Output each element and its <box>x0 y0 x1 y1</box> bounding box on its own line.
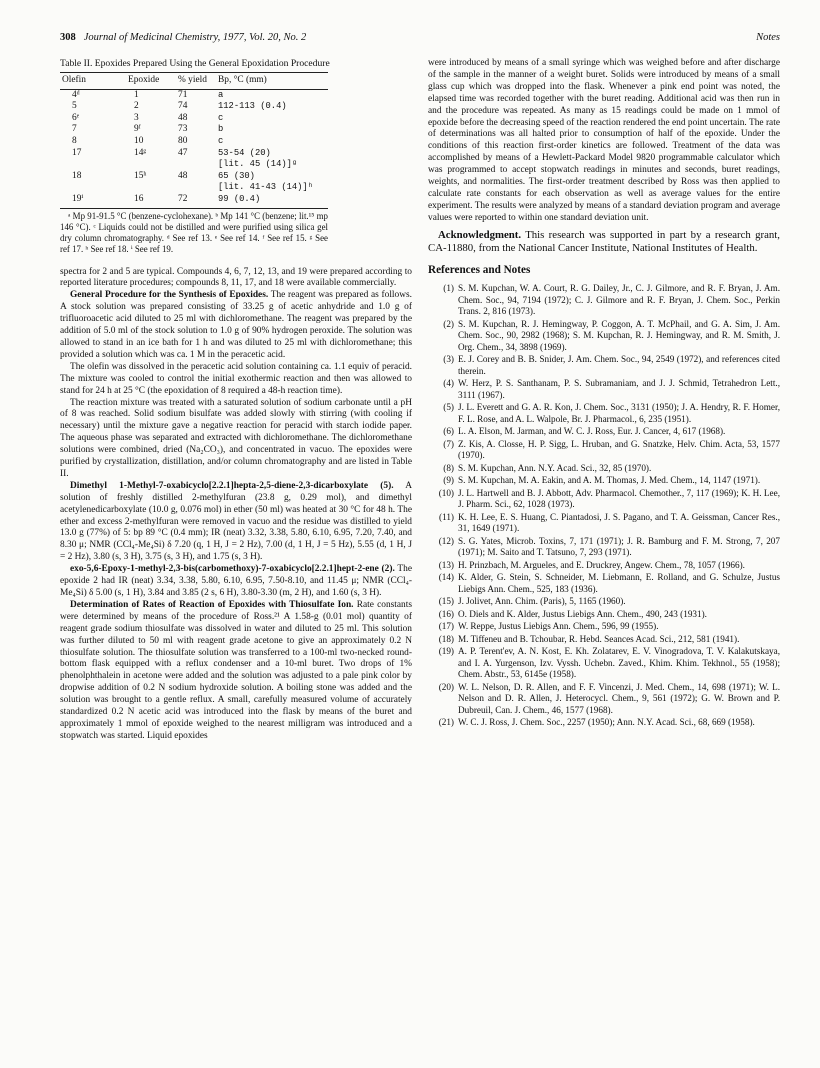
table-header-row <box>60 73 328 90</box>
right-column <box>428 58 780 730</box>
paragraph: The olefin was dissolved in the peracetic acid solution containing ca. 1.1 equiv of peracid. The mixture was cooled to control the initial exothermic reaction and then was allowed to stand for 24 h at 25 °C (the epoxidation of 8 required a 48-h reaction time). <box>60 361 412 396</box>
journal-citation: Journal of Medicinal Chemistry, 1977, Vol. 20, No. 2 <box>83 32 307 43</box>
table-bottom-rule <box>60 208 328 209</box>
col-yield: % yield <box>176 73 216 90</box>
reference-item: (19) A. P. Terent'ev, A. N. Kost, E. Kh. Zolatarev, E. V. Vinogradova, T. V. Kalakutskaya, and I. A. Yurgenson, Izv. Vyssh. Uchebn. Zaved., Khim. Khim. Tekhnol., 55 (1958); Chem. Abstr., 53, 6145e (1958). <box>438 646 780 679</box>
reference-item: (8) S. M. Kupchan, Ann. N.Y. Acad. Sci., 32, 85 (1970). <box>443 462 652 473</box>
reference-item: (9) S. M. Kupchan, M. A. Eakin, and A. M. Thomas, J. Med. Chem., 14, 1147 (1971). <box>443 475 761 485</box>
table-row: [lit. 45 (14)]ᵍ <box>218 159 298 170</box>
table-row: 18 15ʰ 48 65 (30) <box>72 170 255 181</box>
table-row: 4ᵈ 1 71 a <box>72 89 224 100</box>
paragraph: spectra for 2 and 5 are typical. Compounds 4, 6, 7, 12, 13, and 19 were prepared according to reported literature procedures; compounds 8, 11, 17, and 18 were available commercially. <box>60 266 412 289</box>
acknowledgment-heading: Acknowledgment. <box>438 228 522 241</box>
reference-item: (1) S. M. Kupchan, W. A. Court, R. G. Dailey, Jr., C. J. Gilmore, and R. F. Bryan, J. Am. Chem. Soc., 94, 7194 (1972); C. J. Gilmore and R. F. Bryan, J. Chem. Soc., Perkin Trans. 2, 816 (1973). <box>443 283 780 316</box>
paragraph: General Procedure for the Synthesis of Epoxides. The reagent was prepared as follows. A stock solution was prepared consisting of 33.25 g of acetic anhydride and 1.0 g of trifluoroacetic acid diluted to 25 ml with dichloromethane. The reagent was prepared by the addition of 5.0 ml of the stock solution to 1.0 g of 90% hydrogen peroxide. The solution was allowed to stand in an ice bath for 1 h and was diluted to 25 ml with dichloromethane; this provided a solution which was ca. 1 M in the peracetic acid. <box>60 290 412 360</box>
section-heading: Determination of Rates of Reaction of Epoxides with Thiosulfate Ion. <box>70 599 354 610</box>
paragraph: Dimethyl 1-Methyl-7-oxabicyclo[2.2.1]hepta-2,5-diene-2,3-dicarboxylate (5). A solution of freshly distilled 2-methylfuran (23.8 g, 0.29 mol), and dimethyl acetylenedicarboxylate (10.0 g, 0.076 mol) in ether (50 ml) was heated at 30 °C for 48 h. The ether and excess 2-methylfuran were removed in vacuo and the residue was distilled to yield 13.0 g (77%) of 5: bp 89 °C (0.4 mm); IR (neat) 3.32, 3.38, 5.80, 6.10, 6.95, 7.20, 7.40, and 8.30 μ; NMR (CCl₄-Me₄Si) δ 7.20 (q, 1 H, J = 2 Hz), 7.00 (d, 1 H, J = 5 Hz), 5.55 (d, 1 H, J = 2 Hz), 3.80 (s, 3 H), 3.75 (s, 3 H), and 1.75 (s, 3 H). <box>60 480 412 563</box>
left-column <box>60 58 412 743</box>
col-olefin: Olefin <box>60 73 126 90</box>
table-row: [lit. 41-43 (14)]ʰ <box>218 182 314 193</box>
page-number: 308 <box>60 32 76 43</box>
table-row: 7 9ᶠ 73 b <box>72 124 224 135</box>
reference-item: (7) Z. Kis, A. Closse, H. P. Sigg, L. Hruban, and G. Snatzke, Helv. Chim. Acta, 53, 1577 (1970). <box>443 438 780 460</box>
col-bp: Bp, °C (mm) <box>216 73 328 90</box>
reference-item: (17) W. Reppe, Justus Liebigs Ann. Chem., 596, 99 (1955). <box>438 621 659 631</box>
reference-item: (10) J. L. Hartwell and B. J. Abbott, Adv. Pharmacol. Chemother., 7, 117 (1969); K. H. Lee, J. Pharm. Sci., 62, 1028 (1973). <box>438 487 780 509</box>
reference-item: (20) W. L. Nelson, D. R. Allen, and F. F. Vincenzi, J. Med. Chem., 14, 698 (1971); W. L. Nelson and D. R. Allen, J. Heterocycl. Chem., 9, 561 (1972); G. W. Brown and P. Dubreuil, Can. J. Chem., 46, 1577 (1968). <box>438 681 780 715</box>
table-row: 6ᵉ 3 48 c <box>72 112 224 123</box>
table-row: 19ⁱ 16 72 99 (0.4) <box>72 193 261 204</box>
reference-item: (18) M. Tiffeneu and B. Tchoubar, R. Hebd. Seances Acad. Sci., 212, 581 (1941). <box>438 633 740 644</box>
reference-item: (11) K. H. Lee, E. S. Huang, C. Piantadosi, J. S. Pagano, and T. A. Geissman, Cancer Res., 31, 1649 (1971). <box>439 511 780 533</box>
col-epoxide: Epoxide <box>126 73 176 90</box>
running-head <box>60 32 780 46</box>
table-row: 5 2 74 112-113 (0.4) <box>72 101 287 112</box>
table-row: 17 14ᵍ 47 53-54 (20) <box>72 147 271 158</box>
compound-heading: exo-5,6-Epoxy-1-methyl-2,3-bis(carbomethoxy)-7-oxabicyclo[2.2.1]hept-2-ene (2). <box>70 564 395 575</box>
reference-item: (15) J. Jolivet, Ann. Chim. (Paris), 5, 1165 (1960). <box>438 596 626 606</box>
paragraph: exo-5,6-Epoxy-1-methyl-2,3-bis(carbomethoxy)-7-oxabicyclo[2.2.1]hept-2-ene (2). The epoxide 2 had IR (neat) 3.34, 3.38, 5.80, 6.10, 6.95, 7.50-8.10, and 11.45 μ; NMR (CCl₄-Me₄Si) δ 5.00 (s, 1 H), 3.84 and 3.85 (2 s, 6 H), 3.80-3.30 (m, 2 H), and 1.60 (s, 3 H). <box>60 564 412 598</box>
reference-item: (3) E. J. Corey and B. B. Snider, J. Am. Chem. Soc., 94, 2549 (1972), and references cited therein. <box>443 354 780 376</box>
reference-item: (13) H. Prinzbach, M. Argueles, and E. Druckrey, Angew. Chem., 78, 1057 (1966). <box>438 559 745 570</box>
table-row: 8 10 80 c <box>72 135 224 146</box>
reference-item: (14) K. Alder, G. Stein, S. Schneider, M. Liebmann, E. Rolland, and G. Schulze, Justus Liebigs Ann. Chem., 525, 183 (1936). <box>438 572 780 594</box>
reference-item: (16) O. Diels and K. Alder, Justus Liebigs Ann. Chem., 490, 243 (1931). <box>438 608 707 619</box>
reference-item: (4) W. Herz, P. S. Santhanam, P. S. Subramaniam, and J. J. Schmid, Tetrahedron Lett., 3111 (1967). <box>443 378 780 400</box>
running-head-left <box>60 32 306 46</box>
paragraph: were introduced by means of a small syringe which was weighed before and after discharge of the sample in the manner of a weight buret. Solids were introduced by means of a small glass cup which was dropped into the flask. Whenever a pink end point was noted, the elapsed time was recorded together with the buret reading. Additional acid was then run in and the procedure was repeated. As many as 15 readings could be made on 1 mmol of epoxide before the decreasing speed of the reaction rendered the end point uncertain. The rate of determinations was all halted prior to consumption of half of the epoxide. Under the conditions of this reaction first-order kinetics are followed. Treatment of the data was accomplished by means of a Hewlett-Packard Model 9820 programmable calculator which was programmed to accept stopwatch readings in minutes and seconds, buret readings, weights, and normalities. The first-order treatment described by Ross was then applied to calculate rate constants for each observation as well as average values for the entire experiment. The results were analyzed by means of a standard deviation program and average values were reported to within one standard deviation unit. <box>428 58 780 223</box>
reference-item: (6) L. A. Elson, M. Jarman, and W. C. J. Ross, Eur. J. Cancer, 4, 617 (1968). <box>443 426 726 436</box>
reference-item: (5) J. L. Everett and G. A. R. Kon, J. Chem. Soc., 3131 (1950); J. A. Hendry, R. F. Homer, F. L. Rose, and A. L. Walpole, Br. J. Pharmacol., 6, 235 (1951). <box>443 402 780 424</box>
compound-heading: Dimethyl 1-Methyl-7-oxabicyclo[2.2.1]hepta-2,5-diene-2,3-dicarboxylate (5). <box>70 480 394 491</box>
paragraph: The reaction mixture was treated with a saturated solution of sodium carbonate until a pH of 8 was reached. Solid sodium bisulfate was added slowly with stirring (with cooling if necessary) until the mixture gave a negative reaction for peracid with starch iodide paper. The aqueous phase was separated and extracted with dichloromethane. The dichloromethane solutions were combined, dried (Na₂CO₃), and concentrated in vacuo. The epoxides were purified by crystallization, distillation, and/or column chromatography and are listed in Table II. <box>60 397 412 479</box>
reference-item: (12) S. G. Yates, Microb. Toxins, 7, 171 (1971); J. R. Bamburg and F. M. Strong, 7, 207 (1971); M. Saito and T. Tatsuno, 7, 293 (1971). <box>438 535 780 557</box>
reference-item: (2) S. M. Kupchan, R. J. Hemingway, P. Coggon, A. T. McPhail, and G. A. Sim, J. Am. Chem. Soc., 90, 2982 (1968); S. M. Kupchan, R. J. Hemingway, and R. M. Smith, J. Org. Chem., 34, 3898 (1969). <box>443 318 780 352</box>
table-title: Table II. Epoxides Prepared Using the General Epoxidation Procedure <box>60 58 330 69</box>
section-label: Notes <box>756 32 780 43</box>
epoxides-table <box>60 72 328 206</box>
reference-item: (21) W. C. J. Ross, J. Chem. Soc., 2257 (1950); Ann. N.Y. Acad. Sci., 68, 669 (1958). <box>438 717 755 727</box>
table-footnotes: ᵃ Mp 91-91.5 °C (benzene-cyclohexane). ᵇ Mp 141 °C (benzene; lit.¹⁵ mp 146 °C). ᶜ Liquids could not be distilled and were purified using silica gel dry column chromatography. ᵈ See ref 13. ᵉ See ref 14. ᶠ See ref 15. ᵍ See ref 17. ʰ See ref 18. ⁱ See ref 19. <box>60 210 328 254</box>
references-heading: References and Notes <box>428 264 531 277</box>
acknowledgment: Acknowledgment. This research was supported in part by a research grant, CA-11880, from the National Cancer Institute, National Institutes of Health. <box>428 228 780 254</box>
paragraph: Determination of Rates of Reaction of Epoxides with Thiosulfate Ion. Rate constants were determined by means of the procedure of Ross.²¹ A 1.58-g (0.01 mol) quantity of reagent grade sodium thiosulfate was dissolved in water and diluted to 25 ml. This solution was further diluted to 50 ml with reagent grade acetone to give an approximately 0.2 N thiosulfate solution. The thiosulfate solution was transferred to a 100-ml two-necked round-bottom flask equipped with a reflux condenser and a 10-ml buret. Two drops of 1% phenolphthalein in acetone were added and the solution was adjusted to a pale pink color by dropwise addition of 0.2 N sodium hydroxide solution. A boiling stone was added and the solution was brought to a gentle reflux. A small, carefully measured volume of accurately standardized 0.2 N acetic acid was introduced into the flask by means of the buret and approximately 1 mmol of epoxide weighed to the nearest milligram was introduced and a stopwatch was started. Liquid epoxides <box>60 599 412 741</box>
section-heading: General Procedure for the Synthesis of Epoxides. <box>70 290 269 301</box>
references-list <box>428 283 780 729</box>
